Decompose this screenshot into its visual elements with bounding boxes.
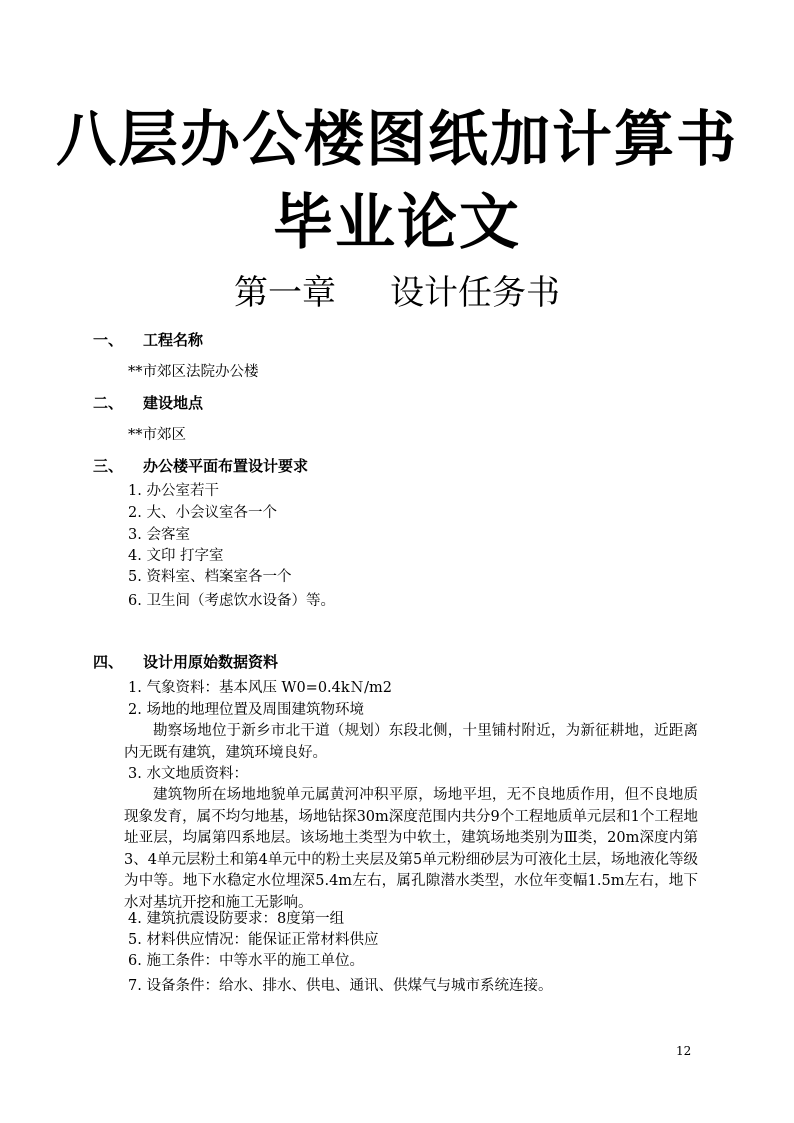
- data-item-3: 3. 水文地质资料：: [128, 766, 248, 782]
- data-item-5: 5. 材料供应情况：能保证正常材料供应: [128, 932, 379, 948]
- section-title: 建设地点: [143, 394, 204, 412]
- chapter-name: 设计任务书: [390, 273, 560, 313]
- document-title-line-2: 毕业论文: [273, 188, 521, 258]
- data-item-4: 4. 建筑抗震设防要求：8度第一组: [128, 911, 345, 927]
- data-item-6: 6. 施工条件：中等水平的施工单位。: [128, 953, 364, 969]
- page-number: 12: [676, 1044, 692, 1058]
- section-heading-3: [93, 459, 308, 474]
- section-number: 二、: [93, 394, 124, 412]
- data-item-1: 1. 气象资料：基本风压 W0=0.4kＮ/m2: [128, 680, 393, 696]
- list-item: 6. 卫生间（考虑饮水设备）等。: [128, 593, 335, 609]
- data-item-7: 7. 设备条件：给水、排水、供电、通讯、供煤气与城市系统连接。: [128, 978, 553, 994]
- section-number: 三、: [93, 457, 124, 475]
- section-title: 工程名称: [143, 331, 204, 349]
- section-heading-1: [93, 333, 203, 348]
- project-location: **市郊区: [128, 427, 186, 443]
- hydrogeology-paragraph: 建筑物所在场地地貌单元属黄河冲积平原，场地平坦，无不良地质作用，但不良地质现象发育，属不均匀地基，场地钻探30m深度范围内共分9个工程地质单元层和1个工程地址亚层，均属第四系地层。该场地土类型为中软土，建筑场地类别为Ⅲ类，20m深度内第3、4单元层粉土和第4单元中的粉土夹层及第5单元粉细砂层为可液化土层，场地液化等级为中等。地下水稳定水位埋深5.4m左右，属孔隙潜水类型，水位年变幅1.5m左右，地下水对基坑开挖和施工无影响。: [124, 787, 698, 911]
- chapter-heading: [0, 273, 794, 313]
- list-item: 3. 会客室: [128, 527, 190, 543]
- section-heading-2: [93, 396, 203, 411]
- section-number: 一、: [93, 331, 124, 349]
- section-heading-4: [93, 655, 278, 670]
- site-description-paragraph: 勘察场地位于新乡市北干道（规划）东段北侧，十里铺村附近，为新征耕地，近距离内无既有建筑，建筑环境良好。: [124, 723, 698, 761]
- list-item: 5. 资料室、档案室各一个: [128, 569, 292, 585]
- chapter-number: 第一章: [234, 273, 336, 313]
- section-title: 设计用原始数据资料: [143, 653, 279, 671]
- project-name: **市郊区法院办公楼: [128, 364, 259, 380]
- list-item: 1. 办公室若干: [128, 483, 219, 499]
- section-number: 四、: [93, 653, 124, 671]
- document-title-line-1: 八层办公楼图纸加计算书: [56, 105, 738, 175]
- data-item-2: 2. 场地的地理位置及周围建筑物环境: [128, 702, 364, 718]
- list-item: 2. 大、小会议室各一个: [128, 505, 277, 521]
- list-item: 4. 文印 打字室: [128, 548, 224, 564]
- section-title: 办公楼平面布置设计要求: [143, 457, 309, 475]
